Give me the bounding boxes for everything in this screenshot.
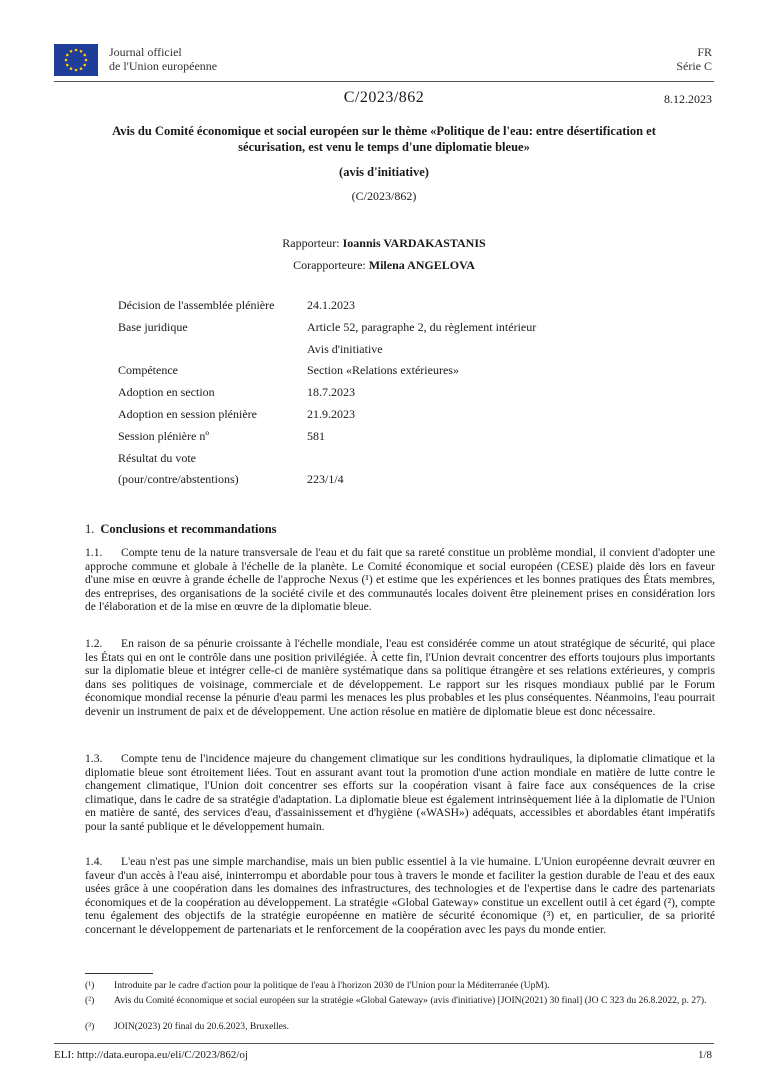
paragraph-text: Compte tenu de l'incidence majeure du changement climatique sur les conditions hydrauliques, la diplomatie climatique et la diplomatie bleue sont étroitement liées. Tout en assurant avant tout la promotion d'une action mondiale en matière de lutte contre le changement climatique, l'Union doit concentrer ses efforts sur la coopération visant à faire face aux conséquences de la crise climatique, dans le cadre de sa stratégie d'adaptation. La diplomatie bleue est également intrinsèquement liée à la diplomatie de l'Union en matière de santé, des services d'eau, d'assainissement et d'hygiène («WASH») adéquats, accessibles et abordables étant impératifs pour la santé publique et le développement humain. — [85, 752, 715, 833]
footnote-number: (³) — [85, 1021, 95, 1032]
procedure-key: Base juridique — [118, 319, 188, 334]
procedure-key: Adoption en section — [118, 385, 215, 400]
paragraph — [85, 855, 715, 937]
paragraph — [85, 546, 715, 614]
paragraph-text: L'eau n'est pas une simple marchandise, mais un bien public essentiel à la vie humaine. L'Union européenne devrait œuvrer en faveur d'un accès à l'eau aisé, ininterrompu et abordable pour tous à travers le monde et faciliter la gestion durable de l'eau et des eaux usées grâce à une coopération dans les domaines des infrastructures, des technologies et de l'expertise dans le cadre des partenariats économiques et de la coopération au développement. La stratégie «Global Gateway» constitue un excellent outil à cet égard (²), compte tenu également des objectifs de la stratégie européenne en matière de sécurité économique (³) et, en particulier, de sa priorité concernant le développement de partenariats et le renforcement de la coopération avec les pays du monde entier. — [85, 855, 715, 936]
rapporteur-line — [0, 236, 768, 251]
corapporteur-line — [0, 258, 768, 273]
language-code: FR — [697, 45, 712, 59]
footer-divider — [54, 1043, 714, 1044]
procedure-value: Article 52, paragraphe 2, du règlement intérieur — [307, 319, 537, 334]
footnote-text: JOIN(2023) 20 final du 20.6.2023, Bruxelles. — [114, 1021, 290, 1032]
section-number: 1. — [85, 522, 95, 536]
footnote-number: (²) — [85, 995, 95, 1006]
rapporteur-label: Rapporteur: — [282, 236, 340, 250]
procedure-key: Compétence — [118, 363, 178, 378]
corapporteur-label: Corapporteure: — [293, 258, 366, 272]
footnote-divider — [85, 973, 153, 974]
procedure-key: (pour/contre/abstentions) — [118, 472, 239, 487]
paragraph — [85, 752, 715, 834]
footnote-text: Avis du Comité économique et social européen sur la stratégie «Global Gateway» (avis d'initiative) [JOIN(2021) 30 final] (JO C 323 du 26.8.2022, p. 27). — [114, 995, 707, 1006]
document-subtitle: (avis d'initiative) — [339, 165, 429, 179]
language-series — [676, 45, 712, 73]
rapporteur-name: Ioannis VARDAKASTANIS — [342, 236, 486, 250]
eu-stars-icon — [54, 44, 98, 76]
procedure-value: 223/1/4 — [307, 472, 344, 487]
footnote — [85, 980, 715, 992]
journal-name — [109, 45, 217, 73]
procedure-value: Section «Relations extérieures» — [307, 363, 459, 378]
series-label: Série C — [676, 59, 712, 73]
document-date: 8.12.2023 — [664, 92, 712, 106]
footnote — [85, 995, 715, 1019]
procedure-key: Adoption en session plénière — [118, 406, 257, 421]
document-id: C/2023/862 — [343, 89, 425, 106]
journal-line-2: de l'Union européenne — [109, 59, 218, 73]
eli-link[interactable]: ELI: http://data.europa.eu/eli/C/2023/862/oj — [54, 1049, 248, 1061]
paragraph-number: 1.1. — [85, 546, 103, 559]
document-title: Avis du Comité économique et social européen sur le thème «Politique de l'eau: entre désertification et sécurisation, est venu le temps d'une diplomatie bleue» — [112, 124, 656, 154]
eu-flag-logo — [54, 44, 98, 76]
section-title: Conclusions et recommandations — [100, 522, 277, 536]
footnote-number: (¹) — [85, 980, 95, 991]
procedure-value: 24.1.2023 — [307, 298, 355, 312]
paragraph — [85, 637, 715, 719]
paragraph-number: 1.4. — [85, 855, 103, 868]
section-heading — [85, 522, 277, 537]
header-divider — [54, 81, 714, 82]
page-number: 1/8 — [697, 1049, 712, 1061]
procedure-value: 581 — [307, 428, 325, 443]
paragraph-number: 1.2. — [85, 637, 103, 650]
document-reference: (C/2023/862) — [351, 189, 417, 203]
procedure-value: 21.9.2023 — [307, 406, 355, 421]
paragraph-number: 1.3. — [85, 752, 103, 765]
procedure-value: Avis d'initiative — [307, 341, 383, 356]
procedure-key: Résultat du vote — [118, 450, 196, 465]
paragraph-text: Compte tenu de la nature transversale de l'eau et du fait que sa rareté constitue un problème mondial, il convient d'adopter une approche commune et globale à l'échelle de la planète. Le Comité économique et social européen (CESE) plaide dès lors en faveur d'une mise en œuvre à grande échelle de l'approche Nexus (¹) et estime que les expériences et les bonnes pratiques des États membres, des entreprises, des organisations de la société civile et des communautés locales doivent être pleinement prises en considération lors de l'élaboration et de la mise en œuvre de la diplomatie bleue. — [85, 546, 715, 614]
footnote-text: Introduite par le cadre d'action pour la politique de l'eau à l'horizon 2030 de l'Union pour la Méditerranée (UpM). — [114, 980, 550, 991]
corapporteur-name: Milena ANGELOVA — [368, 258, 475, 272]
procedure-key: Décision de l'assemblée plénière — [118, 298, 275, 312]
paragraph-text: En raison de sa pénurie croissante à l'échelle mondiale, l'eau est considérée comme un atout stratégique de sécurité, qui place les États qui en ont le contrôle dans une position privilégiée. À cette fin, l'Union devrait concentrer des efforts toujours plus importants sur la diplomatie bleue et intégrer celle-ci de manière systématique dans sa politique étrangère et ses relations extérieures, y compris dans ses politiques de voisinage, commerciale et de développement. Le rapport sur les risques mondiaux publié par le Forum économique mondial recense la pénurie d'eau parmi les menaces les plus probables et les plus conséquentes. Néanmoins, l'eau pourrait devenir un instrument de paix et de développement. Une action résolue en matière de diplomatie bleue est donc nécessaire. — [85, 637, 715, 718]
procedure-key: Session plénière nº — [118, 428, 210, 443]
journal-line-1: Journal officiel — [109, 45, 182, 59]
procedure-value: 18.7.2023 — [307, 385, 355, 400]
footnote — [85, 1021, 715, 1033]
